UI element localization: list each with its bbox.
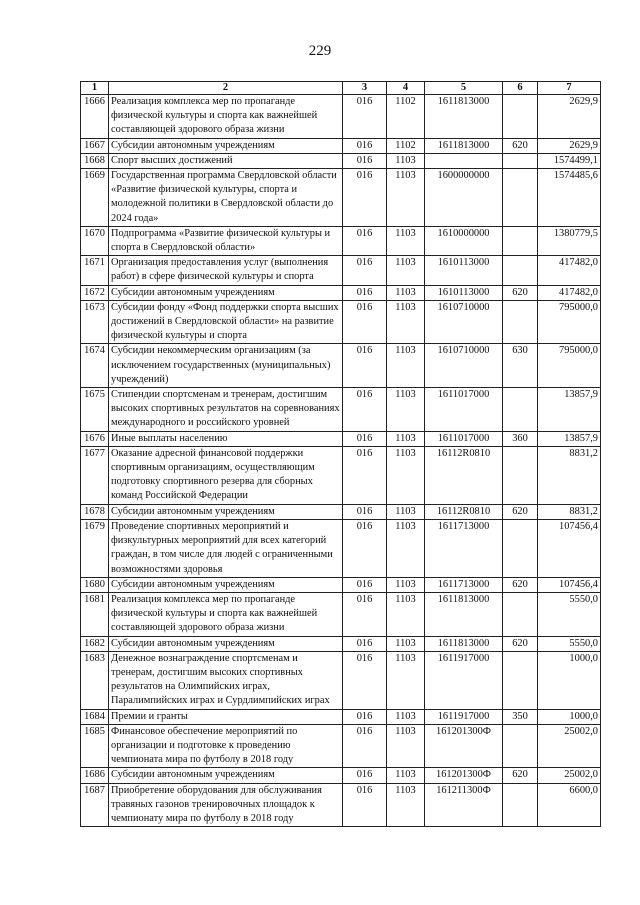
row-code-section: 1103 [387, 446, 425, 504]
row-amount: 1574485,6 [538, 169, 601, 227]
row-code-expense-type [503, 300, 538, 344]
row-name: Организация предоставления услуг (выполнения работ) в сфере физической культуры и спорта [109, 256, 343, 285]
budget-table [80, 81, 601, 827]
row-code-section: 1103 [387, 300, 425, 344]
row-code-expense-type [503, 256, 538, 285]
row-code-expense-type: 360 [503, 431, 538, 446]
row-code-ministry: 016 [343, 446, 387, 504]
row-code-target: 16112R0810 [425, 504, 503, 519]
row-code-ministry: 016 [343, 592, 387, 636]
row-name: Субсидии некоммерческим организациям (за исключением государственных (муниципальных) учреждений) [109, 344, 343, 388]
row-code-ministry: 016 [343, 504, 387, 519]
row-code-ministry: 016 [343, 724, 387, 768]
row-code-expense-type: 620 [503, 768, 538, 783]
row-code-section: 1103 [387, 592, 425, 636]
row-amount: 25002,0 [538, 768, 601, 783]
row-name: Субсидии автономным учреждениям [109, 577, 343, 592]
row-code-target: 161201300Ф [425, 768, 503, 783]
table-row [81, 285, 601, 300]
row-name: Проведение спортивных мероприятий и физкультурных мероприятий для всех категорий граждан, в том числе для людей с ограниченными возможностями здоровья [109, 519, 343, 577]
row-amount: 25002,0 [538, 724, 601, 768]
row-code-section: 1103 [387, 344, 425, 388]
row-amount: 417482,0 [538, 285, 601, 300]
row-name: Стипендии спортсменам и тренерам, достигшим высоких спортивных результатов на соревнованиях международного и российского уровней [109, 388, 343, 432]
row-code-expense-type [503, 519, 538, 577]
row-number: 1678 [81, 504, 109, 519]
row-code-expense-type: 620 [503, 285, 538, 300]
header-col-1: 1 [81, 82, 109, 95]
row-code-ministry: 016 [343, 169, 387, 227]
row-code-target: 1611917000 [425, 709, 503, 724]
row-amount: 13857,9 [538, 388, 601, 432]
row-name: Субсидии автономным учреждениям [109, 138, 343, 153]
row-number: 1668 [81, 153, 109, 168]
row-number: 1684 [81, 709, 109, 724]
row-name: Государственная программа Свердловской области «Развитие физической культуры, спорта и молодежной политики в Свердловской области до 2024 года» [109, 169, 343, 227]
row-code-target: 1611813000 [425, 592, 503, 636]
table-row [81, 431, 601, 446]
table-row [81, 169, 601, 227]
row-code-target [425, 153, 503, 168]
row-amount: 5550,0 [538, 636, 601, 651]
row-code-ministry: 016 [343, 577, 387, 592]
row-number: 1682 [81, 636, 109, 651]
row-code-section: 1102 [387, 95, 425, 139]
header-col-5: 5 [425, 82, 503, 95]
table-row [81, 446, 601, 504]
row-number: 1672 [81, 285, 109, 300]
row-code-target: 1611713000 [425, 577, 503, 592]
row-number: 1683 [81, 651, 109, 709]
row-number: 1674 [81, 344, 109, 388]
row-name: Реализация комплекса мер по пропаганде физической культуры и спорта как важнейшей составляющей здорового образа жизни [109, 95, 343, 139]
table-row [81, 651, 601, 709]
row-code-target: 1610113000 [425, 256, 503, 285]
row-code-expense-type [503, 169, 538, 227]
row-name: Финансовое обеспечение мероприятий по организации и подготовке к проведению чемпионата мира по футболу в 2018 году [109, 724, 343, 768]
row-number: 1679 [81, 519, 109, 577]
row-code-section: 1103 [387, 256, 425, 285]
row-code-ministry: 016 [343, 300, 387, 344]
header-col-7: 7 [538, 82, 601, 95]
row-name: Денежное вознаграждение спортсменам и тренерам, достигшим высоких спортивных результатов на Олимпийских играх, Паралимпийских играх и Сурдлимпийских играх [109, 651, 343, 709]
row-code-target: 1610710000 [425, 300, 503, 344]
row-code-target: 16112R0810 [425, 446, 503, 504]
row-code-target: 1610000000 [425, 226, 503, 255]
row-code-expense-type [503, 153, 538, 168]
table-row [81, 388, 601, 432]
table-row [81, 300, 601, 344]
row-number: 1685 [81, 724, 109, 768]
row-amount: 1000,0 [538, 651, 601, 709]
row-code-expense-type [503, 446, 538, 504]
row-code-section: 1103 [387, 768, 425, 783]
row-amount: 795000,0 [538, 344, 601, 388]
header-col-3: 3 [343, 82, 387, 95]
row-code-section: 1103 [387, 724, 425, 768]
row-name: Иные выплаты населению [109, 431, 343, 446]
row-number: 1677 [81, 446, 109, 504]
row-code-expense-type: 620 [503, 504, 538, 519]
row-code-ministry: 016 [343, 226, 387, 255]
header-col-6: 6 [503, 82, 538, 95]
row-code-section: 1103 [387, 636, 425, 651]
row-number: 1666 [81, 95, 109, 139]
row-amount: 6600,0 [538, 783, 601, 827]
row-code-ministry: 016 [343, 651, 387, 709]
row-number: 1671 [81, 256, 109, 285]
row-number: 1680 [81, 577, 109, 592]
table-row [81, 153, 601, 168]
row-amount: 8831,2 [538, 504, 601, 519]
header-col-2: 2 [109, 82, 343, 95]
row-code-ministry: 016 [343, 709, 387, 724]
table-row [81, 636, 601, 651]
row-code-section: 1103 [387, 169, 425, 227]
row-code-target: 1611813000 [425, 95, 503, 139]
row-code-target: 161201300Ф [425, 724, 503, 768]
row-code-expense-type [503, 651, 538, 709]
table-row [81, 783, 601, 827]
table-row [81, 577, 601, 592]
row-amount: 2629,9 [538, 95, 601, 139]
table-row [81, 709, 601, 724]
row-code-ministry: 016 [343, 783, 387, 827]
row-code-expense-type [503, 95, 538, 139]
row-code-section: 1103 [387, 783, 425, 827]
row-code-expense-type: 620 [503, 636, 538, 651]
row-code-target: 161211300Ф [425, 783, 503, 827]
row-code-expense-type: 350 [503, 709, 538, 724]
row-code-section: 1103 [387, 519, 425, 577]
table-row [81, 226, 601, 255]
row-code-ministry: 016 [343, 388, 387, 432]
row-number: 1667 [81, 138, 109, 153]
row-name: Субсидии фонду «Фонд поддержки спорта высших достижений в Свердловской области» на развитие физической культуры и спорта [109, 300, 343, 344]
row-number: 1669 [81, 169, 109, 227]
header-row [81, 82, 601, 95]
row-code-ministry: 016 [343, 636, 387, 651]
row-code-ministry: 016 [343, 768, 387, 783]
row-name: Премии и гранты [109, 709, 343, 724]
row-name: Реализация комплекса мер по пропаганде физической культуры и спорта как важнейшей составляющей здорового образа жизни [109, 592, 343, 636]
table-row [81, 256, 601, 285]
row-amount: 1574499,1 [538, 153, 601, 168]
row-name: Субсидии автономным учреждениям [109, 768, 343, 783]
row-amount: 107456,4 [538, 577, 601, 592]
row-name: Субсидии автономным учреждениям [109, 504, 343, 519]
row-code-section: 1103 [387, 153, 425, 168]
row-code-expense-type: 630 [503, 344, 538, 388]
table-row [81, 592, 601, 636]
row-amount: 417482,0 [538, 256, 601, 285]
row-code-section: 1103 [387, 577, 425, 592]
row-name: Подпрограмма «Развитие физической культуры и спорта в Свердловской области» [109, 226, 343, 255]
row-name: Спорт высших достижений [109, 153, 343, 168]
row-code-ministry: 016 [343, 344, 387, 388]
row-number: 1676 [81, 431, 109, 446]
row-code-target: 1611017000 [425, 388, 503, 432]
row-code-expense-type [503, 226, 538, 255]
row-code-section: 1103 [387, 651, 425, 709]
row-name: Субсидии автономным учреждениям [109, 636, 343, 651]
row-code-section: 1103 [387, 388, 425, 432]
table-row [81, 768, 601, 783]
table-row [81, 95, 601, 139]
row-code-target: 1611017000 [425, 431, 503, 446]
row-code-ministry: 016 [343, 519, 387, 577]
row-code-target: 1600000000 [425, 169, 503, 227]
row-code-target: 1611917000 [425, 651, 503, 709]
row-code-ministry: 016 [343, 153, 387, 168]
row-code-ministry: 016 [343, 256, 387, 285]
row-amount: 1000,0 [538, 709, 601, 724]
row-name: Субсидии автономным учреждениям [109, 285, 343, 300]
row-code-section: 1103 [387, 431, 425, 446]
row-code-expense-type [503, 724, 538, 768]
row-code-ministry: 016 [343, 138, 387, 153]
page-number: 229 [308, 43, 332, 59]
row-code-section: 1102 [387, 138, 425, 153]
table-row [81, 344, 601, 388]
row-number: 1687 [81, 783, 109, 827]
row-code-section: 1103 [387, 226, 425, 255]
row-code-target: 1611813000 [425, 636, 503, 651]
row-code-section: 1103 [387, 709, 425, 724]
table-body [81, 95, 601, 827]
row-amount: 13857,9 [538, 431, 601, 446]
table-row [81, 504, 601, 519]
row-code-section: 1103 [387, 285, 425, 300]
row-name: Оказание адресной финансовой поддержки спортивным организациям, осуществляющим подготовку спортивного резерва для сборных команд Российской Федерации [109, 446, 343, 504]
row-code-target: 1610113000 [425, 285, 503, 300]
row-amount: 1380779,5 [538, 226, 601, 255]
row-number: 1686 [81, 768, 109, 783]
table-row [81, 138, 601, 153]
row-code-expense-type [503, 592, 538, 636]
table-row [81, 724, 601, 768]
row-amount: 8831,2 [538, 446, 601, 504]
row-code-section: 1103 [387, 504, 425, 519]
row-name: Приобретение оборудования для обслуживания травяных газонов тренировочных площадок к чемпионату мира по футболу в 2018 году [109, 783, 343, 827]
row-number: 1675 [81, 388, 109, 432]
row-number: 1673 [81, 300, 109, 344]
row-code-expense-type: 620 [503, 138, 538, 153]
row-code-target: 1611713000 [425, 519, 503, 577]
row-code-expense-type [503, 388, 538, 432]
header-col-4: 4 [387, 82, 425, 95]
row-amount: 2629,9 [538, 138, 601, 153]
row-code-ministry: 016 [343, 285, 387, 300]
row-amount: 5550,0 [538, 592, 601, 636]
row-code-ministry: 016 [343, 431, 387, 446]
row-amount: 795000,0 [538, 300, 601, 344]
table-row [81, 519, 601, 577]
row-code-ministry: 016 [343, 95, 387, 139]
row-code-target: 1611813000 [425, 138, 503, 153]
row-number: 1670 [81, 226, 109, 255]
row-code-expense-type [503, 783, 538, 827]
row-amount: 107456,4 [538, 519, 601, 577]
row-code-target: 1610710000 [425, 344, 503, 388]
row-code-expense-type: 620 [503, 577, 538, 592]
row-number: 1681 [81, 592, 109, 636]
